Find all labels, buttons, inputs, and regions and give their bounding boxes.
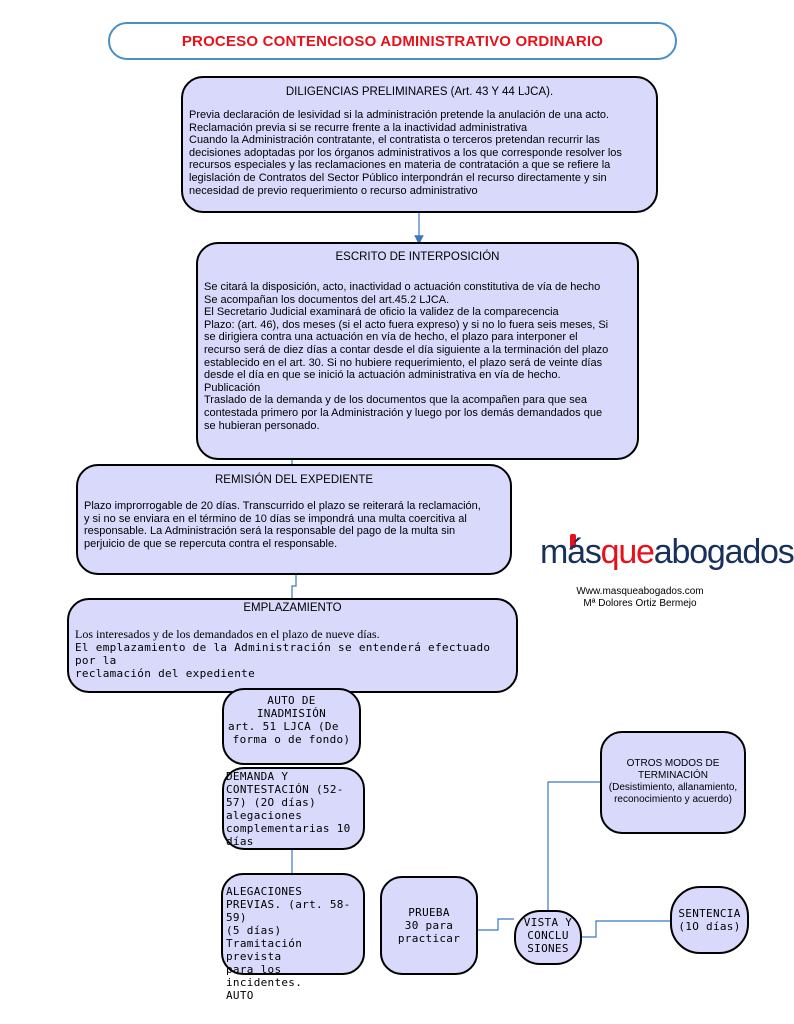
remision-text: Plazo improrrogable de 20 días. Transcurrido el plazo se reiterará la reclamación, y si no se enviara en el término de 10 días se impondrá una multa coercitiva al responsable. La Administración será la responsable del pago de la multa sin perjuicio de que se repercuta contra el responsable.	[84, 500, 481, 550]
emplazamiento-header: EMPLAZAMIENTO	[243, 602, 342, 614]
emplazamiento-line2: El emplazamiento de la Administración se entenderá efectuado por la	[75, 641, 491, 667]
credit-author: Mª Dolores Ortiz Bermejo	[583, 598, 697, 609]
sentencia-box: SENTENCIA (1O días)	[670, 886, 749, 954]
remision-box	[76, 464, 512, 575]
credit	[540, 586, 740, 610]
connector-prueba-vista	[478, 919, 514, 930]
escrito-text: Se citará la disposición, acto, inactividad o actuación constitutiva de vía de hecho Se acompañan los documentos del art.45.2 LJCA. El Secretario Judicial examinará de oficio la validez de la comparecencia Plazo: (art. 46), dos meses (si el acto fuera expreso) y si no lo fuera seis meses, Si se dirigiera contra una actuación en vía de hecho, el plazo para interponer el recurso será de diez días a contar desde el día siguiente a la terminación del plazo establecido en el art. 30. Si no hubiere requerimiento, el plazo será de veinte días desde el día en que se inició la actuación administrativa en vía de hecho. Publicación Traslado de la demanda y de los documentos que la acompañen para que sea contestada primero por la Administración y luego por los demás demandados que se hubieran personado.	[204, 281, 609, 432]
connector-vista-otros	[548, 782, 600, 910]
diagram-title-box	[108, 22, 677, 60]
diagram-title: PROCESO CONTENCIOSO ADMINISTRATIVO ORDINARIO	[181, 32, 604, 50]
diligencias-text: Previa declaración de lesividad si la administración pretende la anulación de una acto. Reclamación previa si se recurre frente a la inactividad administrativa Cuando la Administración contratante, el contratista o terceros pretendan recurrir las decisiones adoptadas por los órganos administrativos a los que corresponde resolver los recursos especiales y las reclamaciones en materia de contratación a que se refiere la legislación de Contratos del Sector Público interpondrán el recurso directamente y sin necesidad de previo requerimiento o recurso administrativo	[189, 109, 622, 197]
credit-url: Www.masqueabogados.com	[576, 586, 704, 597]
otros-modos-box: OTROS MODOS DE TERMINACIÓN (Desistimiento, allanamiento, reconocimiento y acuerdo)	[600, 731, 746, 834]
emplazamiento-box	[67, 598, 518, 693]
prueba-box: PRUEBA 30 para practicar	[380, 876, 478, 975]
demanda-box: DEMANDA Y CONTESTACIÓN (52- 57) (2O días) alegaciones complementarias 10 días	[222, 767, 365, 850]
diligencias-header: DILIGENCIAS PRELIMINARES (Art. 43 Y 44 LJCA).	[285, 86, 554, 98]
escrito-header: ESCRITO DE INTERPOSICIÓN	[335, 251, 500, 263]
alegaciones-box: ALEGACIONES PREVIAS. (art. 58-59) (5 días) Tramitación prevista para los incidentes. AUTO	[221, 873, 365, 975]
auto-inadmision-box: AUTO DE INADMISIÓN art. 51 LJCA (De forma o de fondo)	[222, 688, 361, 765]
vista-box: VISTA Y CONCLU SIONES	[514, 910, 582, 965]
emplazamiento-line3: reclamación del expediente	[75, 667, 255, 680]
connector-remision-emplazamiento	[292, 575, 296, 598]
remision-header: REMISIÓN DEL EXPEDIENTE	[214, 474, 374, 486]
connector-vista-sentencia	[582, 921, 670, 937]
masqueabogados-logo: másqueabogados	[540, 533, 794, 571]
diligencias-box	[181, 76, 658, 213]
escrito-box	[196, 242, 639, 460]
emplazamiento-line1: Los interesados y de los demandados en el plazo de nueve días.	[75, 627, 380, 641]
